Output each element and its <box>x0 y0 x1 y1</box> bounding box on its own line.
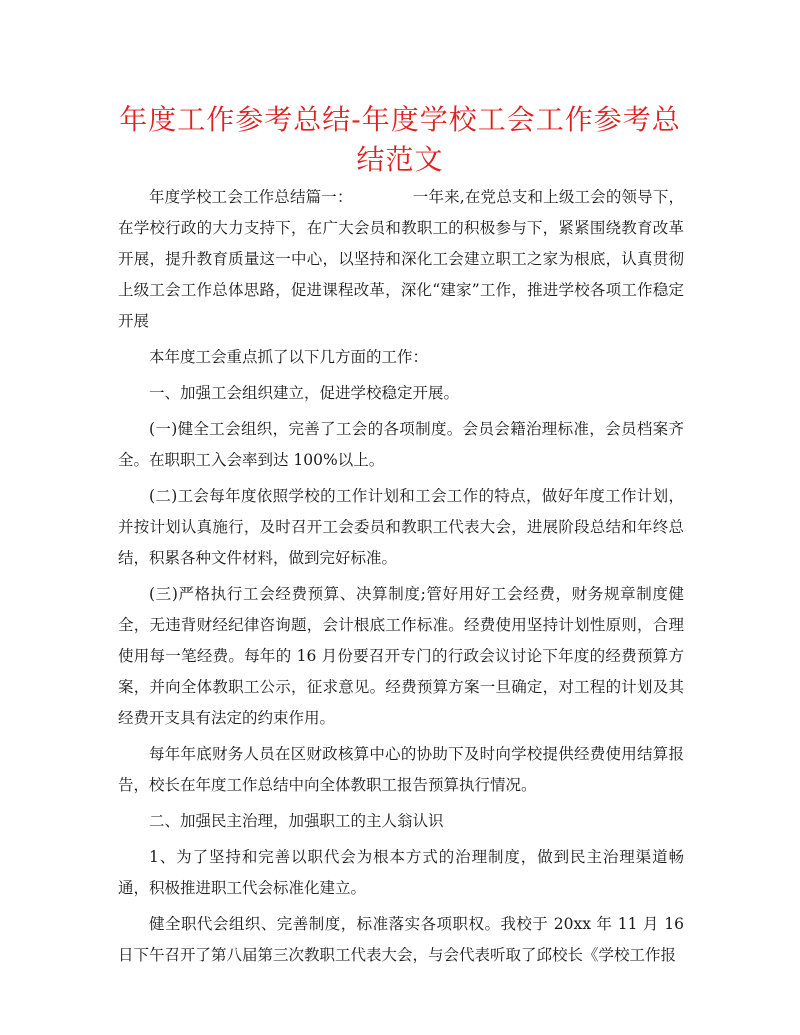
paragraph: (二)工会每年度依照学校的工作计划和工会工作的特点，做好年度工作计划，并按计划认真施行，及时召开工会委员和教职工代表大会，进展阶段总结和年终总结，积累各种文件材料，做到完好标准。 <box>118 487 684 567</box>
document-title: 年度工作参考总结-年度学校工会工作参考总结范文 <box>119 103 681 176</box>
section-heading: 二、加强民主治理，加强职工的主人翁认识 <box>149 812 444 830</box>
paragraph: (三)严格执行工会经费预算、决算制度;管好用好工会经费，财务规章制度健全，无违背财经纪律咨询题，会计根底工作标准。经费使用坚持计划性原则，合理使用每一笔经费。每年的 16 月份要召开专门的行政会议讨论下年度的经费预算方案，并向全体教职工公示，征求意见。经费预算方案一旦确定，对工程的计划及其经费开支具有法定的约束作用。 <box>118 585 684 727</box>
section-heading: 一、加强工会组织建立，促进学校稳定开展。 <box>149 384 460 402</box>
paragraph: 健全职代会组织、完善制度，标准落实各项职权。我校于 20xx 年 11 月 16 日下午召开了第八届第三次教职工代表大会，与会代表听取了邱校长《学校工作报 <box>118 915 684 964</box>
intro-text: 一年来,在党总支和上级工会的领导下，在学校行政的大力支持下，在广大会员和教职工的积极参与下，紧紧围绕教育改革开展，提升教育质量这一中心，以坚持和深化工会建立职工之家为根底，认真贯彻上级工会工作总体思路，促进课程改革，深化“建家”工作，推进学校各项工作稳定开展 <box>118 188 684 330</box>
paragraph: (一)健全工会组织，完善了工会的各项制度。会员会籍治理标准，会员档案齐全。在职职工入会率到达 100%以上。 <box>118 420 684 469</box>
paragraph: 1、为了坚持和完善以职代会为根本方式的治理制度，做到民主治理渠道畅通，积极推进职工代会标准化建立。 <box>118 848 684 897</box>
intro-label: 年度学校工会工作总结篇一： <box>149 188 353 206</box>
paragraph: 本年度工会重点抓了以下几方面的工作： <box>149 348 429 366</box>
paragraph-intro <box>118 182 684 337</box>
document-body <box>118 182 684 976</box>
paragraph: 每年年底财务人员在区财政核算中心的协助下及时向学校提供经费使用结算报告，校长在年度工作总结中向全体教职工报告预算执行情况。 <box>118 745 684 794</box>
